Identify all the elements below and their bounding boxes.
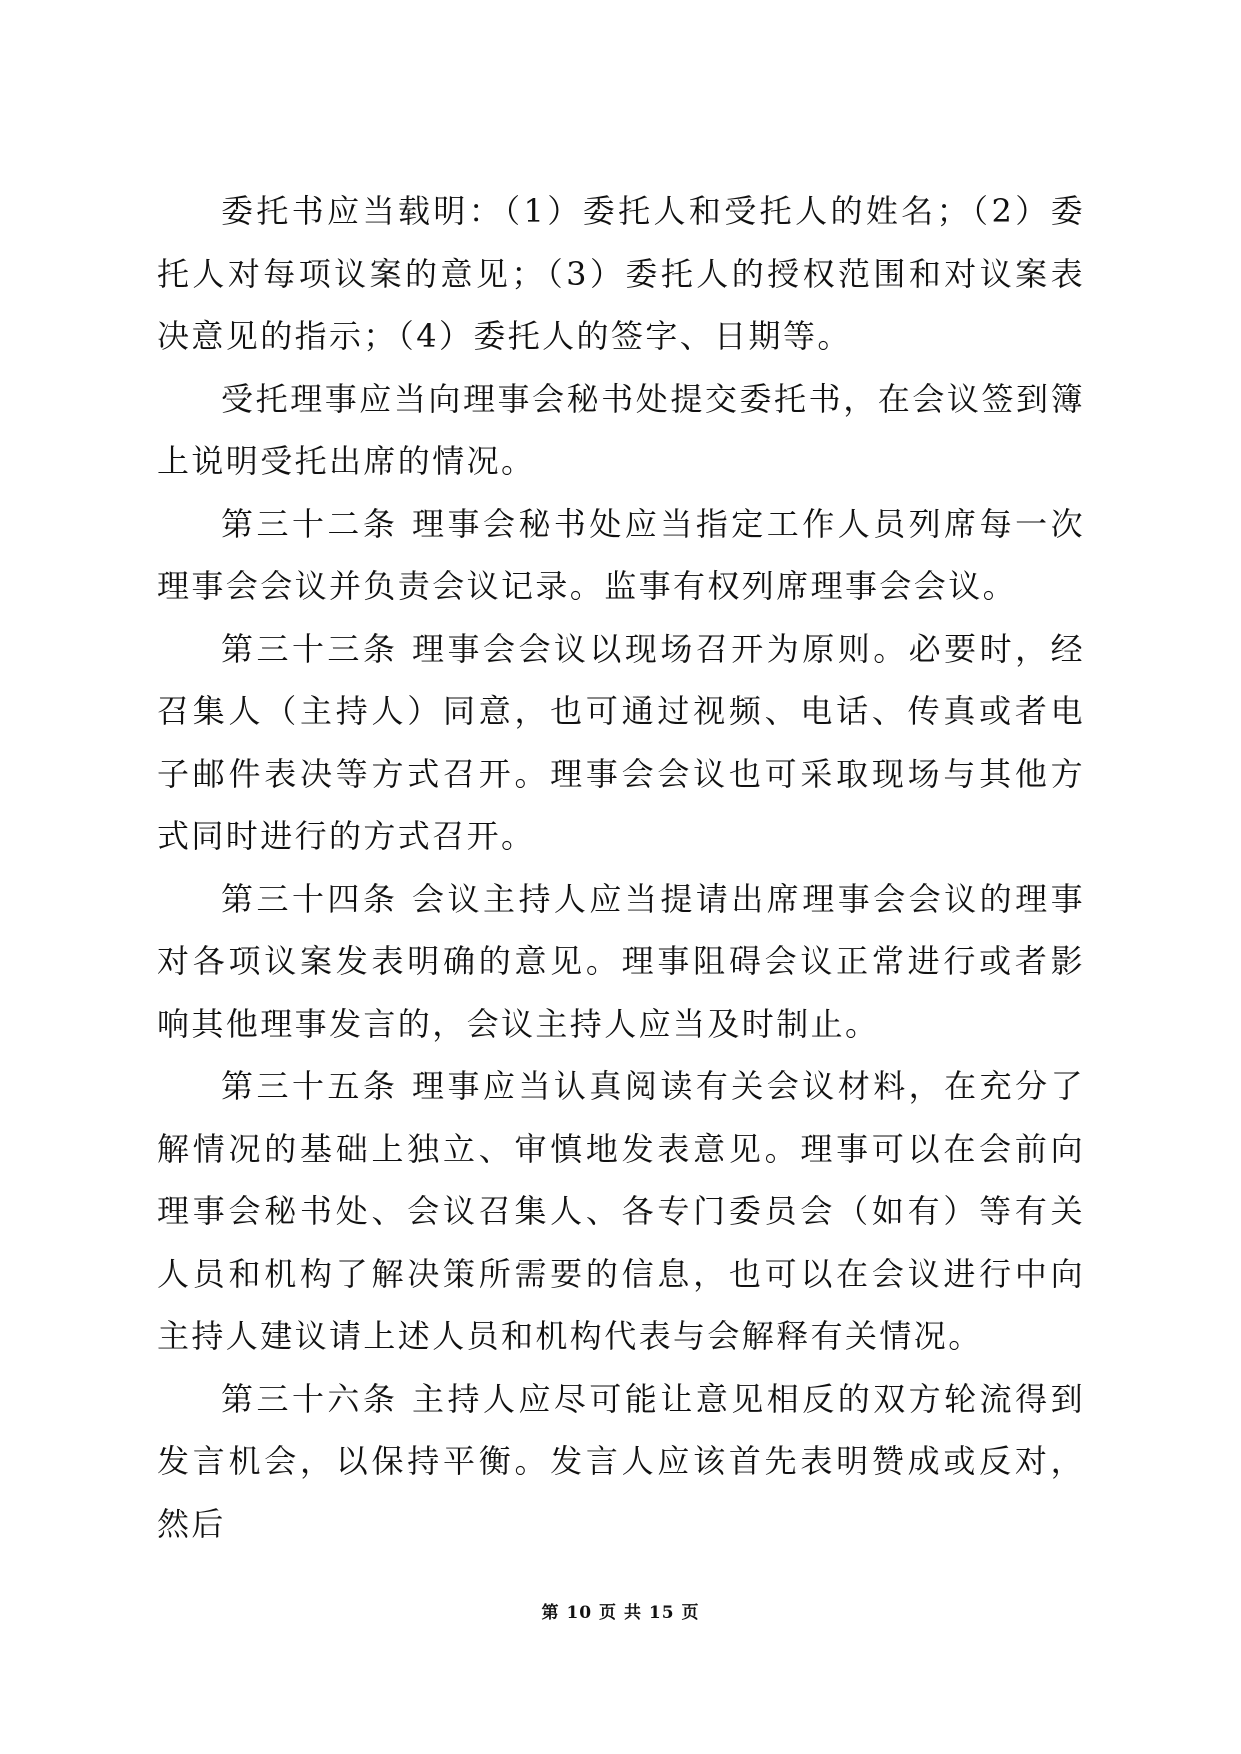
article-32: 第三十二条 理事会秘书处应当指定工作人员列席每一次理事会会议并负责会议记录。监事有权列席理事会会议。: [157, 504, 1085, 605]
paragraph-proxy-submission: 受托理事应当向理事会秘书处提交委托书，在会议签到簿上说明受托出席的情况。: [157, 379, 1085, 480]
paragraph-proxy-content: 委托书应当载明：（1）委托人和受托人的姓名；（2）委托人对每项议案的意见；（3）委托人的授权范围和对议案表决意见的指示；（4）委托人的签字、日期等。: [157, 192, 1085, 355]
article-35: 第三十五条 理事应当认真阅读有关会议材料，在充分了解情况的基础上独立、审慎地发表意见。理事可以在会前向理事会秘书处、会议召集人、各专门委员会（如有）等有关人员和机构了解决策所需要的信息，也可以在会议进行中向主持人建议请上述人员和机构代表与会解释有关情况。: [157, 1067, 1085, 1355]
page-number-footer: 第 10 页 共 15 页: [541, 1603, 700, 1623]
article-36: 第三十六条 主持人应尽可能让意见相反的双方轮流得到发言机会，以保持平衡。发言人应该首先表明赞成或反对，然后: [157, 1379, 1085, 1543]
document-body: [157, 180, 1085, 1555]
article-34: 第三十四条 会议主持人应当提请出席理事会会议的理事对各项议案发表明确的意见。理事阻碍会议正常进行或者影响其他理事发言的，会议主持人应当及时制止。: [157, 879, 1085, 1043]
article-33: 第三十三条 理事会会议以现场召开为原则。必要时，经召集人（主持人）同意，也可通过视频、电话、传真或者电子邮件表决等方式召开。理事会会议也可采取现场与其他方式同时进行的方式召开。: [157, 629, 1085, 855]
